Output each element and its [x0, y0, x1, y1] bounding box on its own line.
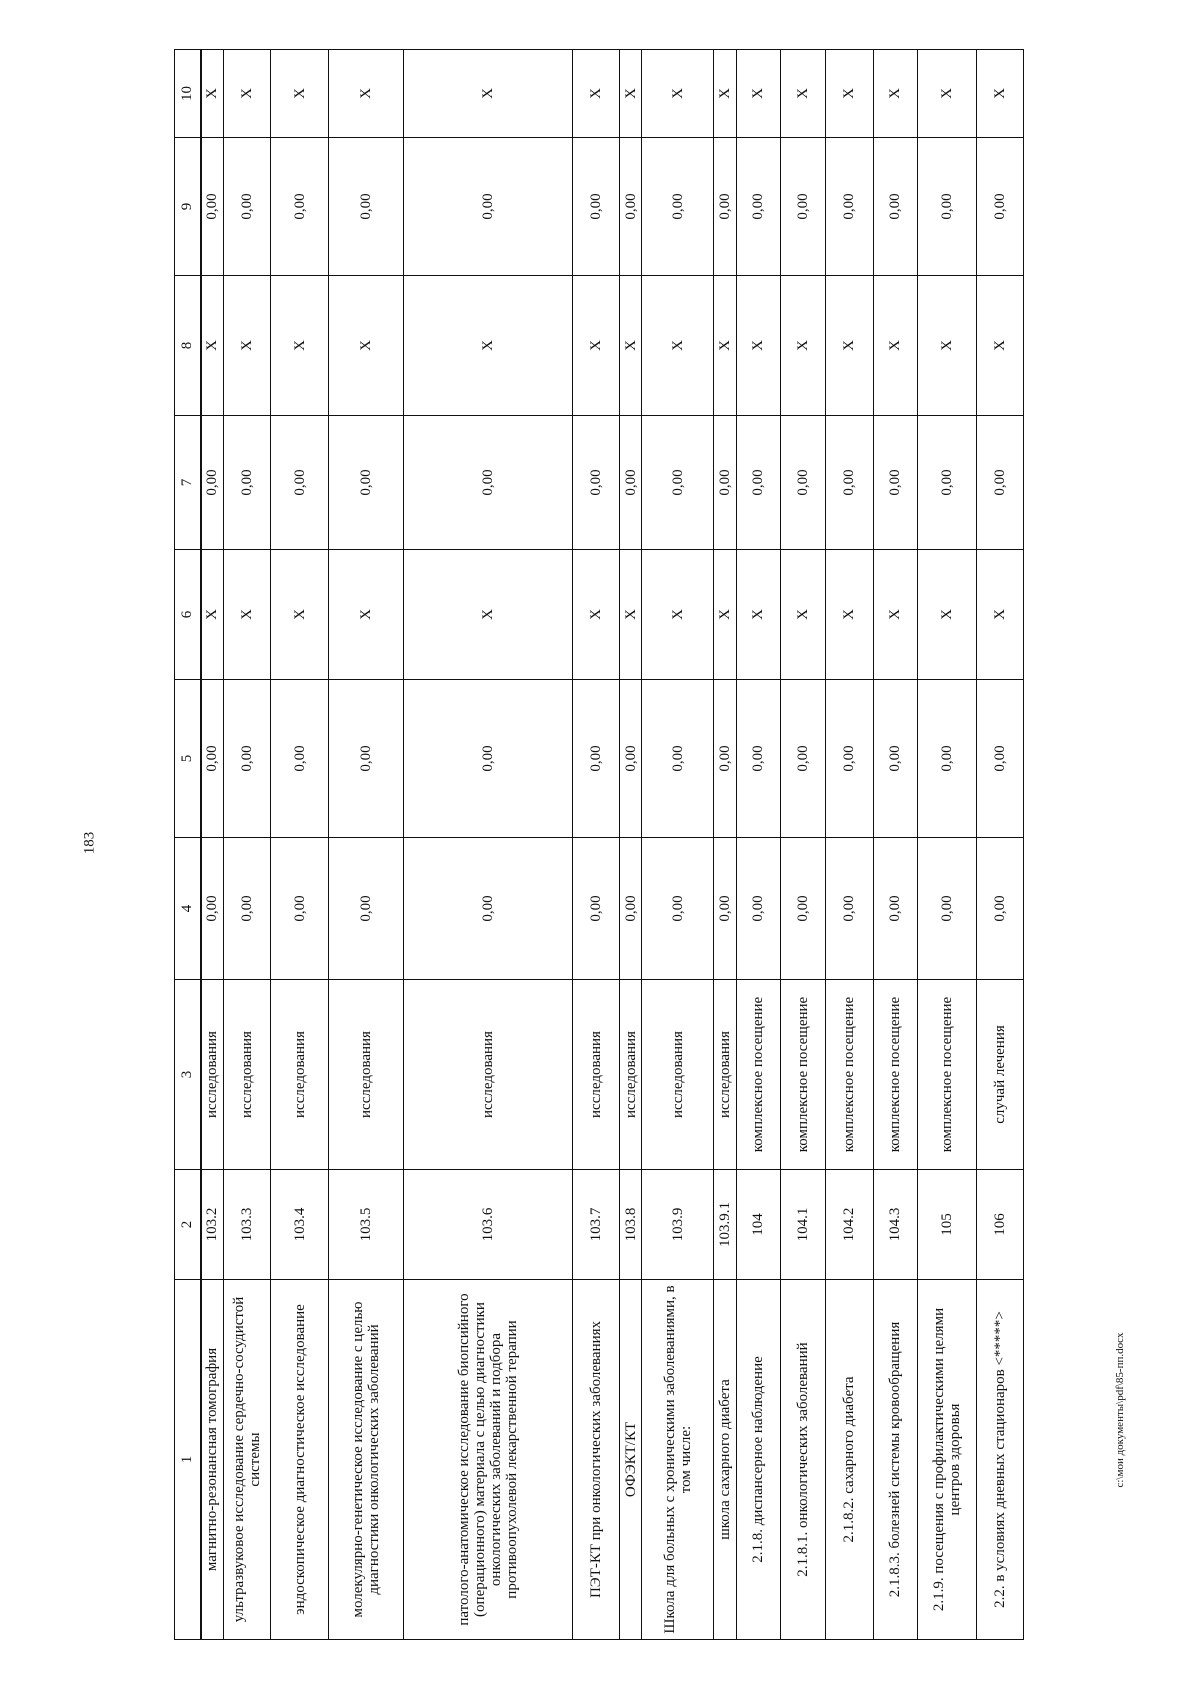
table-cell-col3: случай лечения: [976, 980, 1023, 1170]
table-cell-col10: Х: [918, 50, 976, 138]
table-cell-col10: Х: [781, 50, 826, 138]
table-cell-col10: Х: [404, 50, 572, 138]
table-cell-col6: Х: [270, 550, 328, 680]
header-cell: 3: [175, 980, 201, 1170]
table-cell-col1: 2.1.8.3. болезней системы кровообращения: [873, 1280, 918, 1640]
table-cell-col1: патолого-анатомическое исследование биопсийного (операционного) материала с целью диагностики онкологических заболеваний и подбора противоопухолевой лекарственной терапии: [404, 1280, 572, 1640]
table-cell-col10: Х: [329, 50, 404, 138]
data-table: [174, 49, 1024, 1640]
table-cell-col1: ПЭТ-КТ при онкологических заболеваниях: [572, 1280, 619, 1640]
table-row: [918, 50, 976, 1640]
table-cell-col5: 0,00: [714, 680, 736, 838]
table-cell-col5: 0,00: [873, 680, 918, 838]
table-cell-col8: Х: [714, 276, 736, 416]
table-cell-col9: 0,00: [976, 138, 1023, 276]
table-cell-col8: Х: [270, 276, 328, 416]
table-cell-col8: Х: [404, 276, 572, 416]
table-cell-col3: комплексное посещение: [873, 980, 918, 1170]
table-cell-col10: Х: [201, 50, 223, 138]
table-cell-col9: 0,00: [572, 138, 619, 276]
table-cell-col10: Х: [270, 50, 328, 138]
table-cell-col10: Х: [642, 50, 714, 138]
table-cell-col8: Х: [201, 276, 223, 416]
table-cell-col7: 0,00: [736, 416, 781, 550]
table-cell-col8: Х: [223, 276, 270, 416]
header-cell: 7: [175, 416, 201, 550]
table-cell-col7: 0,00: [329, 416, 404, 550]
table-cell-col3: комплексное посещение: [826, 980, 873, 1170]
table-cell-col9: 0,00: [270, 138, 328, 276]
table-cell-col9: 0,00: [201, 138, 223, 276]
table-cell-col1: 2.2. в условиях дневных стационаров <*****>: [976, 1280, 1023, 1640]
table-cell-col6: Х: [642, 550, 714, 680]
table-cell-col10: Х: [572, 50, 619, 138]
table-cell-col1: 2.1.9. посещения с профилактическими целями центров здоровья: [918, 1280, 976, 1640]
table-cell-col3: исследования: [619, 980, 641, 1170]
table-cell-col5: 0,00: [781, 680, 826, 838]
table-cell-col7: 0,00: [826, 416, 873, 550]
table-cell-col4: 0,00: [572, 838, 619, 980]
table-cell-col9: 0,00: [642, 138, 714, 276]
table-cell-col3: исследования: [714, 980, 736, 1170]
table-cell-col6: Х: [826, 550, 873, 680]
table-cell-col2: 103.5: [329, 1170, 404, 1280]
table-row: [642, 50, 714, 1640]
header-cell: 2: [175, 1170, 201, 1280]
table-cell-col5: 0,00: [826, 680, 873, 838]
table-cell-col6: Х: [873, 550, 918, 680]
table-cell-col7: 0,00: [714, 416, 736, 550]
table-cell-col6: Х: [404, 550, 572, 680]
table-cell-col3: исследования: [223, 980, 270, 1170]
table-cell-col2: 103.4: [270, 1170, 328, 1280]
table-cell-col4: 0,00: [736, 838, 781, 980]
table-cell-col6: Х: [572, 550, 619, 680]
table-cell-col5: 0,00: [642, 680, 714, 838]
table-row: [572, 50, 619, 1640]
table-cell-col4: 0,00: [781, 838, 826, 980]
table-cell-col9: 0,00: [736, 138, 781, 276]
table-cell-col1: 2.1.8.1. онкологических заболеваний: [781, 1280, 826, 1640]
table-cell-col7: 0,00: [404, 416, 572, 550]
table-cell-col4: 0,00: [918, 838, 976, 980]
table-cell-col10: Х: [826, 50, 873, 138]
table-cell-col3: комплексное посещение: [918, 980, 976, 1170]
table-cell-col9: 0,00: [826, 138, 873, 276]
table-cell-col2: 103.6: [404, 1170, 572, 1280]
table-cell-col5: 0,00: [201, 680, 223, 838]
header-cell: 5: [175, 680, 201, 838]
rotated-table-frame: [174, 50, 1024, 1640]
page-number: 183: [81, 831, 98, 855]
table-cell-col9: 0,00: [619, 138, 641, 276]
header-cell: 8: [175, 276, 201, 416]
table-row: [826, 50, 873, 1640]
table-cell-col1: 2.1.8. диспансерное наблюдение: [736, 1280, 781, 1640]
table-cell-col3: исследования: [572, 980, 619, 1170]
table-cell-col4: 0,00: [642, 838, 714, 980]
table-cell-col7: 0,00: [918, 416, 976, 550]
table-cell-col5: 0,00: [976, 680, 1023, 838]
table-cell-col9: 0,00: [781, 138, 826, 276]
table-cell-col2: 104.3: [873, 1170, 918, 1280]
table-cell-col4: 0,00: [223, 838, 270, 980]
table-cell-col2: 106: [976, 1170, 1023, 1280]
table-cell-col5: 0,00: [223, 680, 270, 838]
header-cell: 10: [175, 50, 201, 138]
table-cell-col9: 0,00: [714, 138, 736, 276]
table-cell-col10: Х: [736, 50, 781, 138]
table-cell-col5: 0,00: [736, 680, 781, 838]
table-row: [404, 50, 572, 1640]
table-cell-col10: Х: [714, 50, 736, 138]
table-cell-col8: Х: [572, 276, 619, 416]
header-cell: 4: [175, 838, 201, 980]
table-cell-col6: Х: [714, 550, 736, 680]
table-cell-col4: 0,00: [714, 838, 736, 980]
table-cell-col2: 103.8: [619, 1170, 641, 1280]
table-cell-col6: Х: [976, 550, 1023, 680]
table-row: [201, 50, 223, 1640]
table-cell-col4: 0,00: [404, 838, 572, 980]
table-row: [736, 50, 781, 1640]
table-cell-col4: 0,00: [873, 838, 918, 980]
table-cell-col2: 104.1: [781, 1170, 826, 1280]
table-cell-col9: 0,00: [404, 138, 572, 276]
table-cell-col4: 0,00: [976, 838, 1023, 980]
table-cell-col2: 104.2: [826, 1170, 873, 1280]
table-row: [714, 50, 736, 1640]
table-header-row: [175, 50, 201, 1640]
table-cell-col2: 103.7: [572, 1170, 619, 1280]
table-cell-col9: 0,00: [918, 138, 976, 276]
table-cell-col10: Х: [223, 50, 270, 138]
table-cell-col7: 0,00: [572, 416, 619, 550]
table-cell-col5: 0,00: [270, 680, 328, 838]
table-cell-col7: 0,00: [976, 416, 1023, 550]
table-cell-col2: 103.3: [223, 1170, 270, 1280]
table-cell-col7: 0,00: [873, 416, 918, 550]
table-cell-col6: Х: [619, 550, 641, 680]
table-cell-col9: 0,00: [223, 138, 270, 276]
table-row: [329, 50, 404, 1640]
table-cell-col8: Х: [329, 276, 404, 416]
table-cell-col10: Х: [619, 50, 641, 138]
table-cell-col5: 0,00: [918, 680, 976, 838]
table-cell-col6: Х: [918, 550, 976, 680]
table-cell-col6: Х: [201, 550, 223, 680]
table-cell-col8: Х: [873, 276, 918, 416]
table-cell-col8: Х: [736, 276, 781, 416]
table-cell-col5: 0,00: [404, 680, 572, 838]
table-row: [223, 50, 270, 1640]
table-cell-col5: 0,00: [572, 680, 619, 838]
table-cell-col10: Х: [873, 50, 918, 138]
table-cell-col1: 2.1.8.2. сахарного диабета: [826, 1280, 873, 1640]
table-cell-col6: Х: [781, 550, 826, 680]
table-row: [976, 50, 1023, 1640]
table-row: [270, 50, 328, 1640]
table-cell-col1: школа сахарного диабета: [714, 1280, 736, 1640]
header-cell: 9: [175, 138, 201, 276]
header-cell: 1: [175, 1280, 201, 1640]
table-cell-col8: Х: [642, 276, 714, 416]
table-cell-col3: комплексное посещение: [781, 980, 826, 1170]
table-cell-col7: 0,00: [223, 416, 270, 550]
table-row: [619, 50, 641, 1640]
table-cell-col3: исследования: [201, 980, 223, 1170]
table-cell-col8: Х: [826, 276, 873, 416]
table-cell-col4: 0,00: [619, 838, 641, 980]
table-cell-col3: исследования: [270, 980, 328, 1170]
table-cell-col4: 0,00: [270, 838, 328, 980]
table-cell-col7: 0,00: [642, 416, 714, 550]
table-cell-col9: 0,00: [873, 138, 918, 276]
table-cell-col5: 0,00: [329, 680, 404, 838]
table-cell-col7: 0,00: [619, 416, 641, 550]
table-cell-col8: Х: [976, 276, 1023, 416]
table-cell-col8: Х: [619, 276, 641, 416]
table-cell-col8: Х: [781, 276, 826, 416]
table-cell-col1: ультразвуковое исследование сердечно-сосудистой системы: [223, 1280, 270, 1640]
table-cell-col1: эндоскопическое диагностическое исследование: [270, 1280, 328, 1640]
table-cell-col6: Х: [736, 550, 781, 680]
table-cell-col4: 0,00: [201, 838, 223, 980]
table-cell-col7: 0,00: [270, 416, 328, 550]
table-cell-col8: Х: [918, 276, 976, 416]
table-cell-col2: 105: [918, 1170, 976, 1280]
table-cell-col1: ОФЭКТ/КТ: [619, 1280, 641, 1640]
table-cell-col7: 0,00: [201, 416, 223, 550]
table-cell-col3: исследования: [329, 980, 404, 1170]
table-cell-col10: Х: [976, 50, 1023, 138]
table-cell-col6: Х: [329, 550, 404, 680]
table-cell-col9: 0,00: [329, 138, 404, 276]
table-cell-col2: 103.2: [201, 1170, 223, 1280]
table-cell-col3: комплексное посещение: [736, 980, 781, 1170]
header-cell: 6: [175, 550, 201, 680]
table-cell-col4: 0,00: [826, 838, 873, 980]
table-row: [781, 50, 826, 1640]
table-cell-col4: 0,00: [329, 838, 404, 980]
table-row: [873, 50, 918, 1640]
table-cell-col1: Школа для больных с хроническими заболеваниями, в том числе:: [642, 1280, 714, 1640]
table-cell-col6: Х: [223, 550, 270, 680]
table-cell-col5: 0,00: [619, 680, 641, 838]
table-cell-col7: 0,00: [781, 416, 826, 550]
footer-file-path: c:\мои документы\pdf\85-пп.docx: [1114, 1332, 1126, 1488]
table-cell-col2: 103.9: [642, 1170, 714, 1280]
table-cell-col3: исследования: [404, 980, 572, 1170]
table-cell-col2: 104: [736, 1170, 781, 1280]
table-cell-col1: магнитно-резонансная томография: [201, 1280, 223, 1640]
table-cell-col2: 103.9.1: [714, 1170, 736, 1280]
table-cell-col3: исследования: [642, 980, 714, 1170]
table-cell-col1: молекулярно-генетическое исследование с целью диагностики онкологических заболеваний: [329, 1280, 404, 1640]
